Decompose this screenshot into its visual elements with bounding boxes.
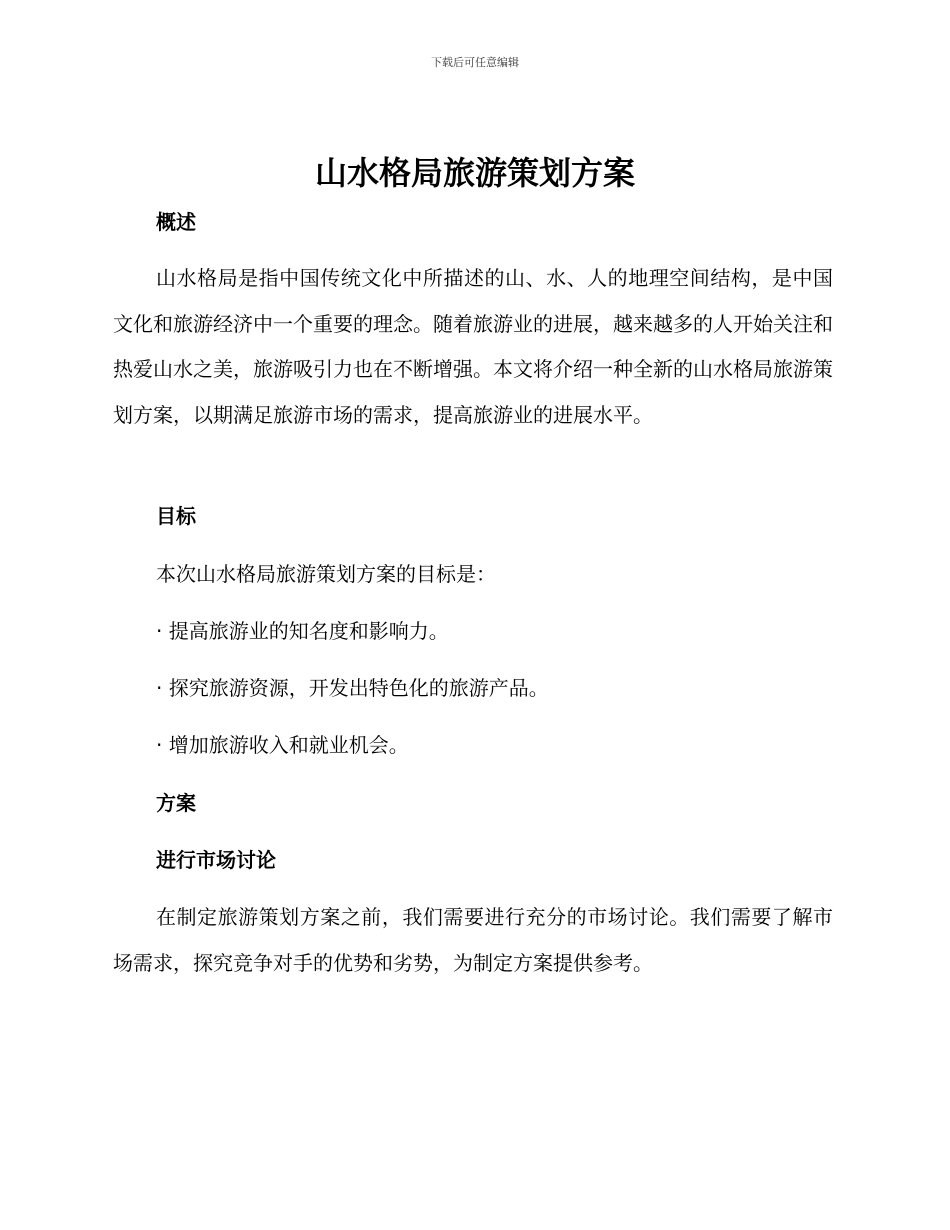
goal-item: · 探究旅游资源，开发出特色化的旅游产品。 <box>156 676 549 700</box>
overview-heading: 概述 <box>156 210 196 234</box>
document-title: 山水格局旅游策划方案 <box>314 154 635 192</box>
research-paragraph: 在制定旅游策划方案之前，我们需要进行充分的市场讨论。我们需要了解市场需求，探究竞争对手的优势和劣势，为制定方案提供参考。 <box>113 905 833 975</box>
goal-intro: 本次山水格局旅游策划方案的目标是： <box>156 562 496 586</box>
plan-heading: 方案 <box>156 791 196 815</box>
research-heading: 进行市场讨论 <box>156 848 276 872</box>
page-header-note: 下载后可任意编辑 <box>431 56 519 69</box>
goal-item: · 增加旅游收入和就业机会。 <box>156 733 409 757</box>
overview-paragraph: 山水格局是指中国传统文化中所描述的山、水、人的地理空间结构，是中国文化和旅游经济中一个重要的理念。随着旅游业的进展，越来越多的人开始关注和热爱山水之美，旅游吸引力也在不断增强。本文将介绍一种全新的山水格局旅游策划方案，以期满足旅游市场的需求，提高旅游业的进展水平。 <box>113 266 833 427</box>
goal-heading: 目标 <box>156 504 196 528</box>
goal-item: · 提高旅游业的知名度和影响力。 <box>156 619 449 643</box>
